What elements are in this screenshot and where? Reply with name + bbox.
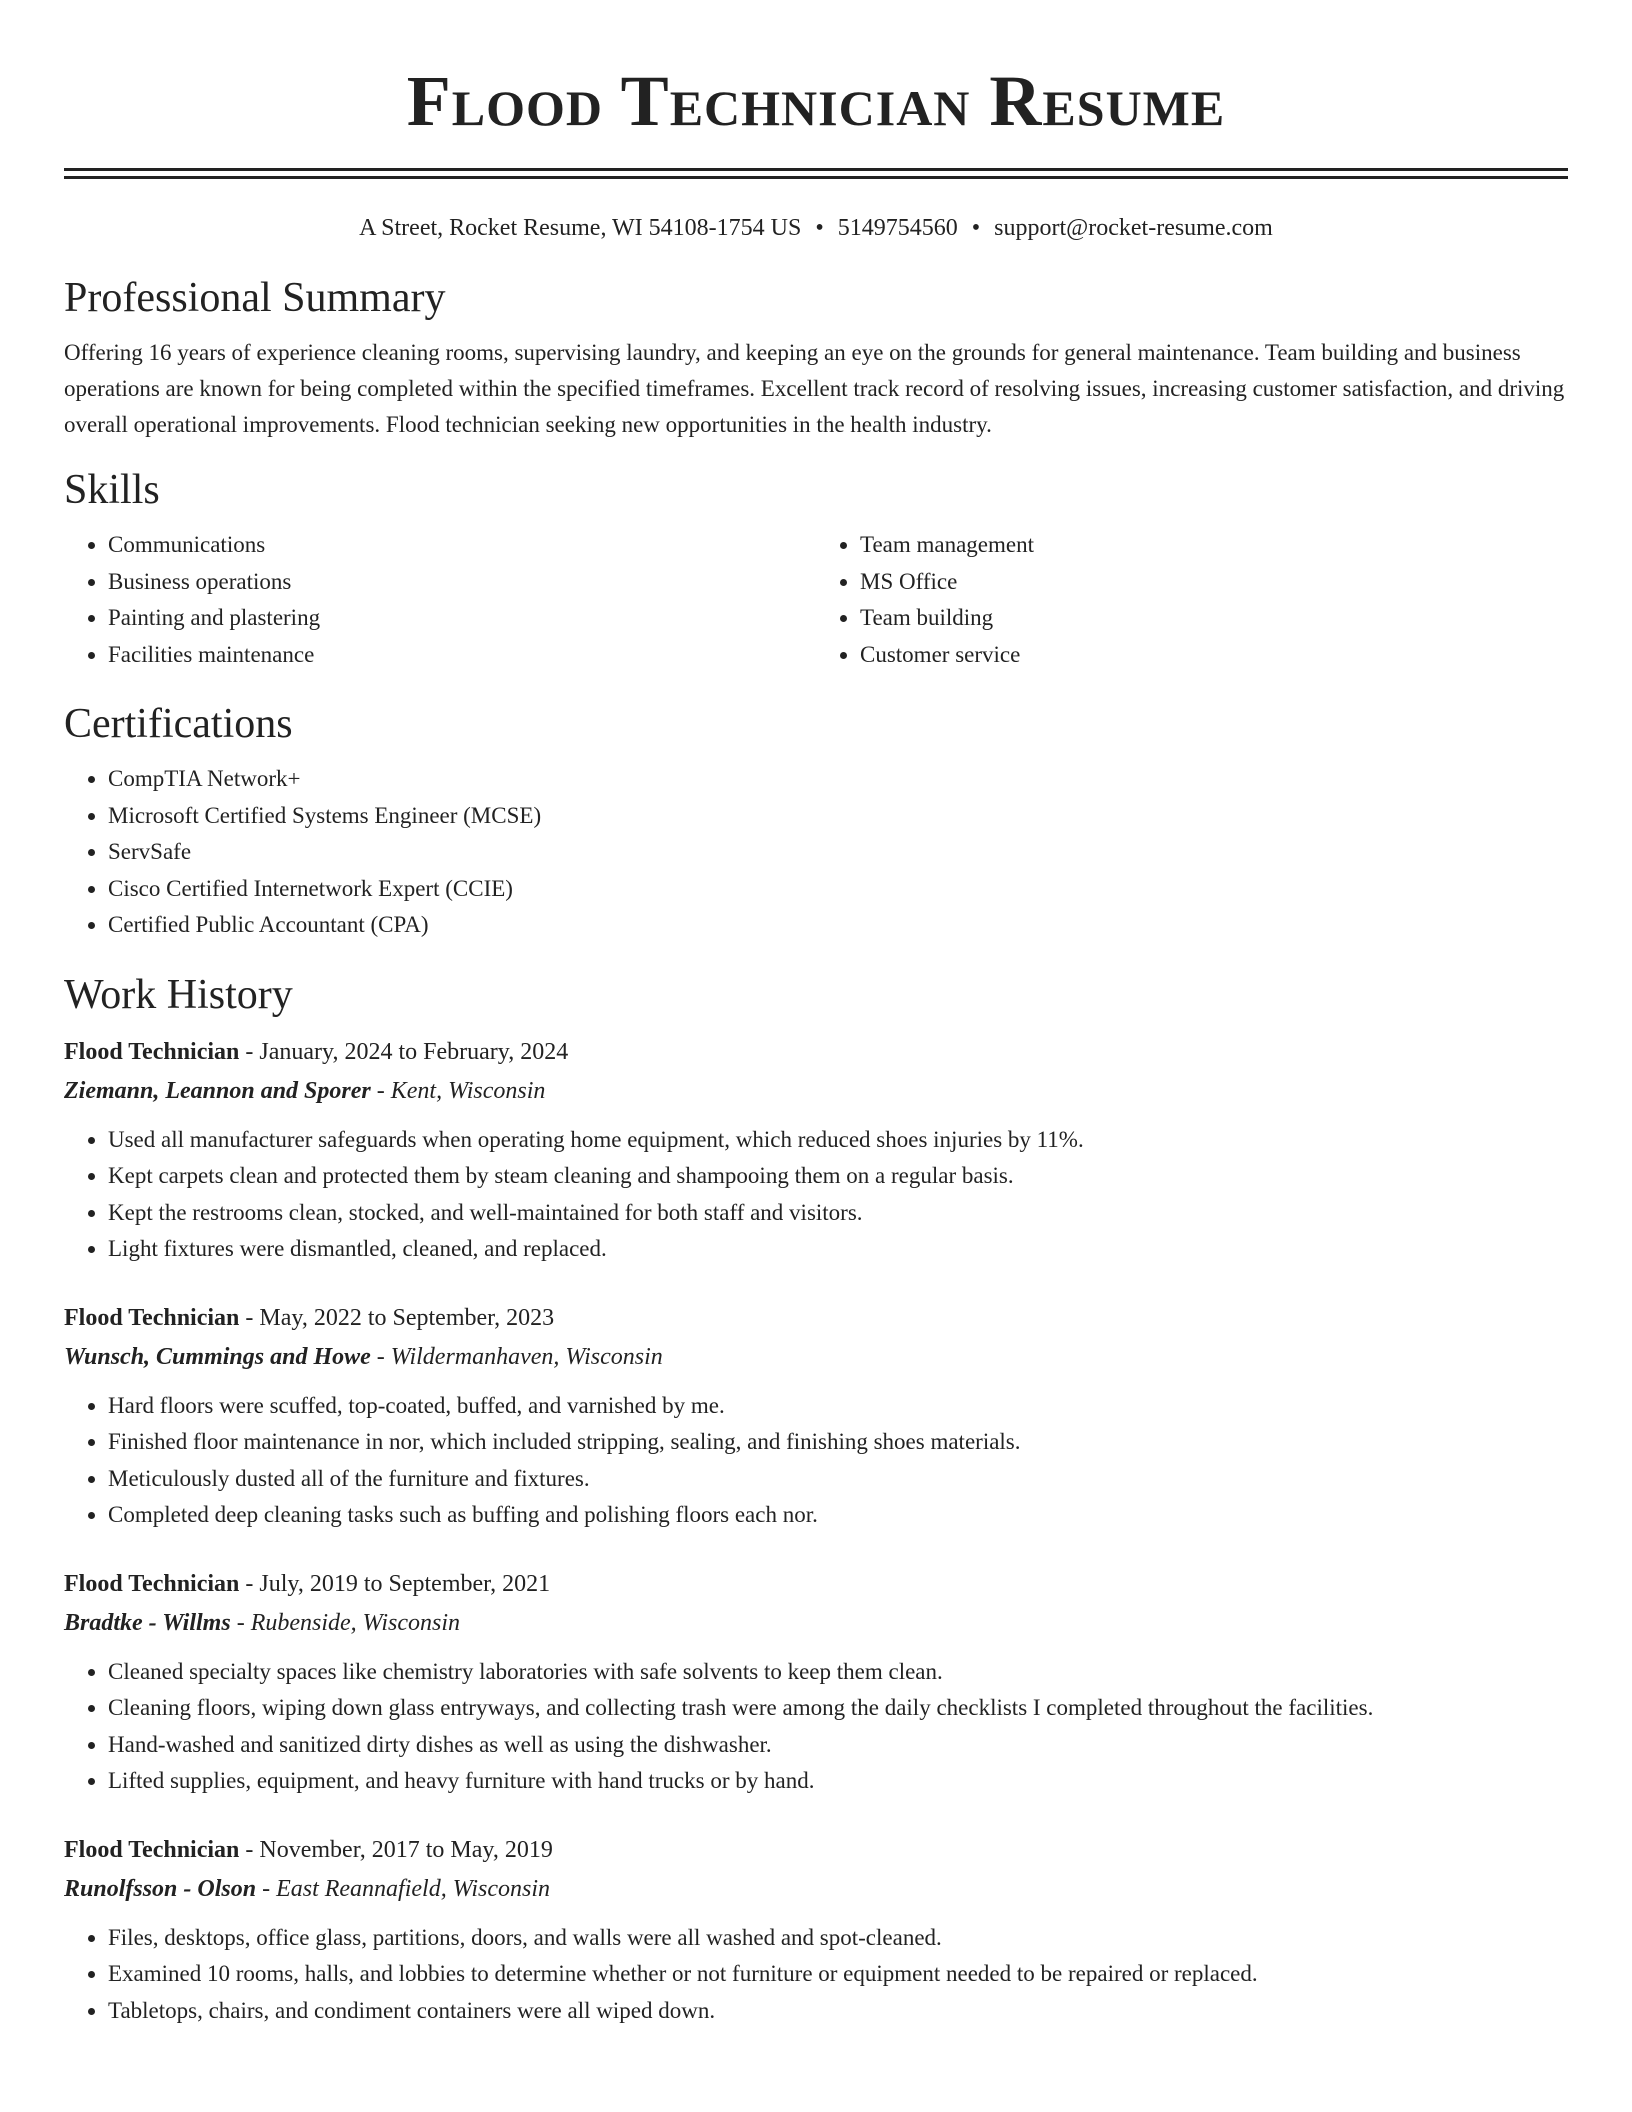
skill-item: • Team building xyxy=(860,600,1568,637)
certification-item: • Cisco Certified Internetwork Expert (CCIE) xyxy=(108,871,1568,908)
summary-section xyxy=(64,273,1568,443)
skills-list-left xyxy=(64,527,816,673)
skills-list-right xyxy=(816,527,1568,673)
job-bullet: • Hand-washed and sanitized dirty dishes as well as using the dishwasher. xyxy=(108,1727,1568,1764)
job-dash: - xyxy=(230,1609,251,1636)
job-header xyxy=(64,1564,1568,1604)
job-dates: May, 2022 to September, 2023 xyxy=(259,1304,555,1331)
job-company: Ziemann, Leannon and Sporer xyxy=(64,1077,371,1104)
job-role: Flood Technician xyxy=(64,1836,240,1863)
contact-separator: • xyxy=(971,215,981,241)
certification-item: • Certified Public Accountant (CPA) xyxy=(108,907,1568,944)
job-bullets xyxy=(64,1388,1568,1534)
job-entry xyxy=(64,1032,1568,1268)
skills-heading: Skills xyxy=(64,467,160,513)
job-bullets xyxy=(64,1122,1568,1268)
skill-item: • Business operations xyxy=(108,564,816,601)
job-role: Flood Technician xyxy=(64,1304,240,1331)
skill-item: • MS Office xyxy=(860,564,1568,601)
job-header xyxy=(64,1830,1568,1870)
job-dates: January, 2024 to February, 2024 xyxy=(259,1038,569,1065)
skill-item: • Team management xyxy=(860,527,1568,564)
contact-phone: 5149754560 xyxy=(837,215,958,241)
job-role: Flood Technician xyxy=(64,1570,240,1597)
resume-title: Flood Technician Resume xyxy=(406,61,1226,141)
job-bullet: • Tabletops, chairs, and condiment containers were all wiped down. xyxy=(108,1993,1568,2030)
skills-columns xyxy=(64,527,1568,673)
job-location: Wildermanhaven, Wisconsin xyxy=(390,1343,663,1370)
job-company-line xyxy=(64,1870,1568,1908)
job-dash: - xyxy=(239,1038,260,1065)
job-bullet: • Kept carpets clean and protected them by steam cleaning and shampooing them on a regular basis. xyxy=(108,1158,1568,1195)
job-bullet: • Lifted supplies, equipment, and heavy furniture with hand trucks or by hand. xyxy=(108,1763,1568,1800)
certification-item: • ServSafe xyxy=(108,834,1568,871)
job-dash: - xyxy=(239,1570,260,1597)
job-bullet: • Hard floors were scuffed, top-coated, buffed, and varnished by me. xyxy=(108,1388,1568,1425)
skill-item: • Customer service xyxy=(860,637,1568,674)
job-company-line xyxy=(64,1604,1568,1642)
job-company-line xyxy=(64,1072,1568,1110)
job-company: Runolfsson - Olson xyxy=(64,1875,257,1902)
skills-section xyxy=(64,465,1568,673)
job-dash: - xyxy=(370,1343,391,1370)
certifications-section xyxy=(64,699,1568,944)
job-header xyxy=(64,1298,1568,1338)
job-entry xyxy=(64,1298,1568,1534)
job-bullets xyxy=(64,1920,1568,2030)
job-bullet: • Kept the restrooms clean, stocked, and well-maintained for both staff and visitors. xyxy=(108,1195,1568,1232)
job-dash: - xyxy=(239,1304,260,1331)
job-bullet: • Used all manufacturer safeguards when operating home equipment, which reduced shoes injuries by 11%. xyxy=(108,1122,1568,1159)
job-company: Bradtke - Willms xyxy=(64,1609,231,1636)
job-company: Wunsch, Cummings and Howe xyxy=(64,1343,371,1370)
contact-address: A Street, Rocket Resume, WI 54108-1754 US xyxy=(359,215,802,241)
job-bullets xyxy=(64,1654,1568,1800)
job-entry xyxy=(64,1830,1568,2030)
job-location: Rubenside, Wisconsin xyxy=(250,1609,460,1636)
job-bullet: • Light fixtures were dismantled, cleaned, and replaced. xyxy=(108,1231,1568,1268)
certification-item: • CompTIA Network+ xyxy=(108,761,1568,798)
certification-item: • Microsoft Certified Systems Engineer (MCSE) xyxy=(108,798,1568,835)
job-bullet: • Examined 10 rooms, halls, and lobbies to determine whether or not furniture or equipment needed to be repaired or replaced. xyxy=(108,1956,1568,1993)
contact-separator: • xyxy=(815,215,824,241)
job-bullet: • Meticulously dusted all of the furniture and fixtures. xyxy=(108,1461,1568,1498)
summary-heading: Professional Summary xyxy=(64,275,446,321)
job-location: Kent, Wisconsin xyxy=(390,1077,546,1104)
job-bullet: • Files, desktops, office glass, partitions, doors, and walls were all washed and spot-cleaned. xyxy=(108,1920,1568,1957)
contact-email: support@rocket-resume.com xyxy=(994,215,1273,241)
job-bullet: • Cleaning floors, wiping down glass entryways, and collecting trash were among the daily checklists I completed throughout the facilities. xyxy=(108,1690,1568,1727)
work-history-heading: Work History xyxy=(64,971,293,1018)
job-bullet: • Completed deep cleaning tasks such as buffing and polishing floors each nor. xyxy=(108,1497,1568,1534)
job-dash: - xyxy=(256,1875,277,1902)
job-bullet: • Finished floor maintenance in nor, which included stripping, sealing, and finishing shoes materials. xyxy=(108,1424,1568,1461)
certifications-heading: Certifications xyxy=(64,701,293,747)
job-role: Flood Technician xyxy=(64,1038,240,1065)
job-location: East Reannafield, Wisconsin xyxy=(276,1875,551,1902)
work-history-section xyxy=(64,970,1568,2030)
job-header xyxy=(64,1032,1568,1072)
job-dash: - xyxy=(239,1836,260,1863)
job-dates: July, 2019 to September, 2021 xyxy=(259,1570,551,1597)
skill-item: • Communications xyxy=(108,527,816,564)
skill-item: • Painting and plastering xyxy=(108,600,816,637)
job-company-line xyxy=(64,1338,1568,1376)
job-dates: November, 2017 to May, 2019 xyxy=(259,1836,553,1863)
skill-item: • Facilities maintenance xyxy=(108,637,816,674)
job-dash: - xyxy=(370,1077,391,1104)
job-bullet: • Cleaned specialty spaces like chemistry laboratories with safe solvents to keep them clean. xyxy=(108,1654,1568,1691)
title-double-rule xyxy=(64,168,1568,179)
certifications-list xyxy=(64,761,1568,944)
job-entry xyxy=(64,1564,1568,1800)
summary-text: Offering 16 years of experience cleaning rooms, supervising laundry, and keeping an eye on the grounds for general maintenance. Team building and business operations are known for being completed within the specified timeframes. Excellent track record of resolving issues, increasing customer satisfaction, and driving overall operational improvements. Flood technician seeking new opportunities in the health industry. xyxy=(64,340,1565,437)
contact-line xyxy=(64,213,1568,243)
